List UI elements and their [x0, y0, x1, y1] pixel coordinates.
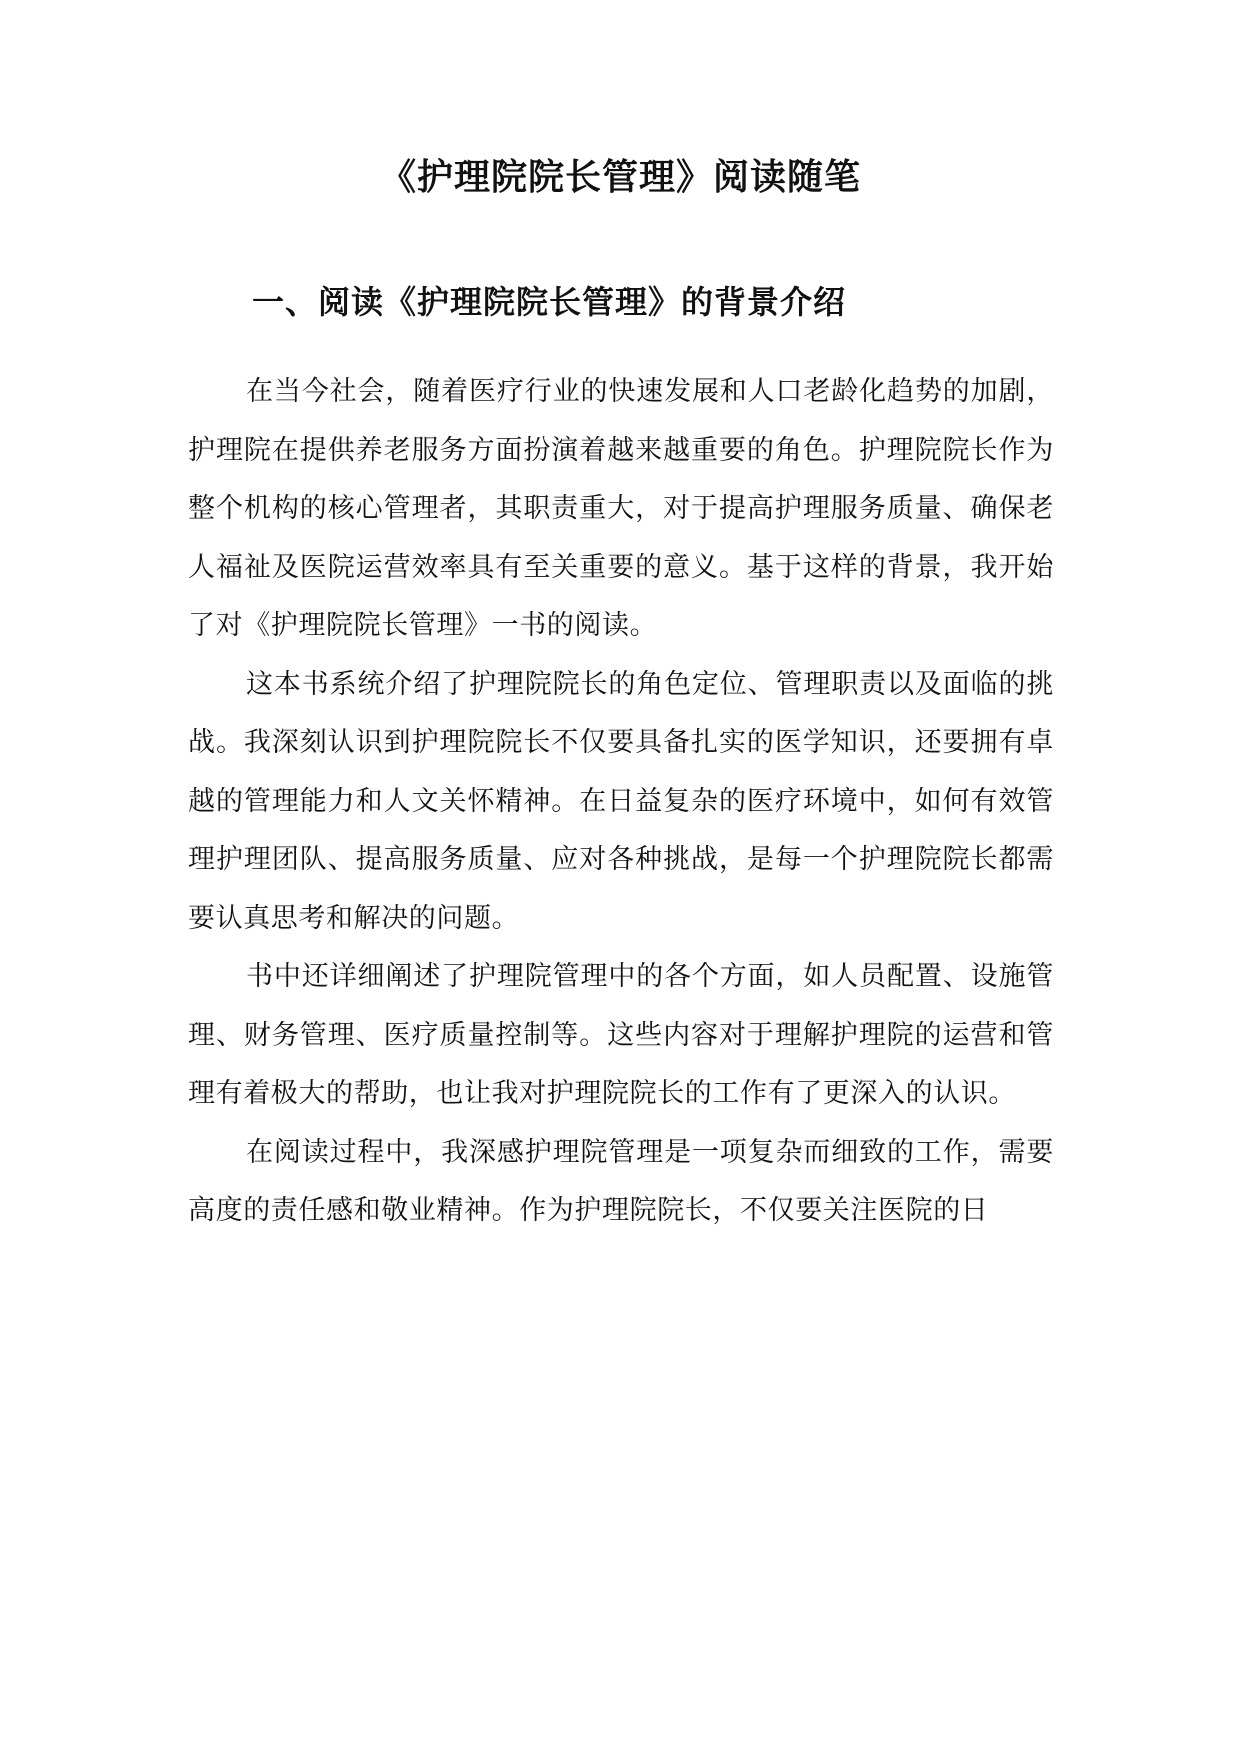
- paragraph-3: 书中还详细阐述了护理院管理中的各个方面，如人员配置、设施管理、财务管理、医疗质量控制等。这些内容对于理解护理院的运营和管理有着极大的帮助，也让我对护理院院长的工作有了更深入的认识。: [188, 961, 1054, 1109]
- body-text: [188, 363, 1054, 1241]
- paragraph-1: 在当今社会，随着医疗行业的快速发展和人口老龄化趋势的加剧，护理院在提供养老服务方面扮演着越来越重要的角色。护理院院长作为整个机构的核心管理者，其职责重大，对于提高护理服务质量、确保老人福祉及医院运营效率具有至关重要的意义。基于这样的背景，我开始了对《护理院院长管理》一书的阅读。: [188, 376, 1054, 641]
- paragraph-4: 在阅读过程中，我深感护理院管理是一项复杂而细致的工作，需要高度的责任感和敬业精神。作为护理院院长，不仅要关注医院的日: [188, 1136, 1054, 1226]
- section-heading: 一、阅读《护理院院长管理》的背景介绍: [252, 283, 847, 321]
- document-title: 《护理院院长管理》阅读随笔: [379, 156, 861, 198]
- paragraph-2: 这本书系统介绍了护理院院长的角色定位、管理职责以及面临的挑战。我深刻认识到护理院院长不仅要具备扎实的医学知识，还要拥有卓越的管理能力和人文关怀精神。在日益复杂的医疗环境中，如何有效管理护理团队、提高服务质量、应对各种挑战，是每一个护理院院长都需要认真思考和解决的问题。: [188, 668, 1054, 934]
